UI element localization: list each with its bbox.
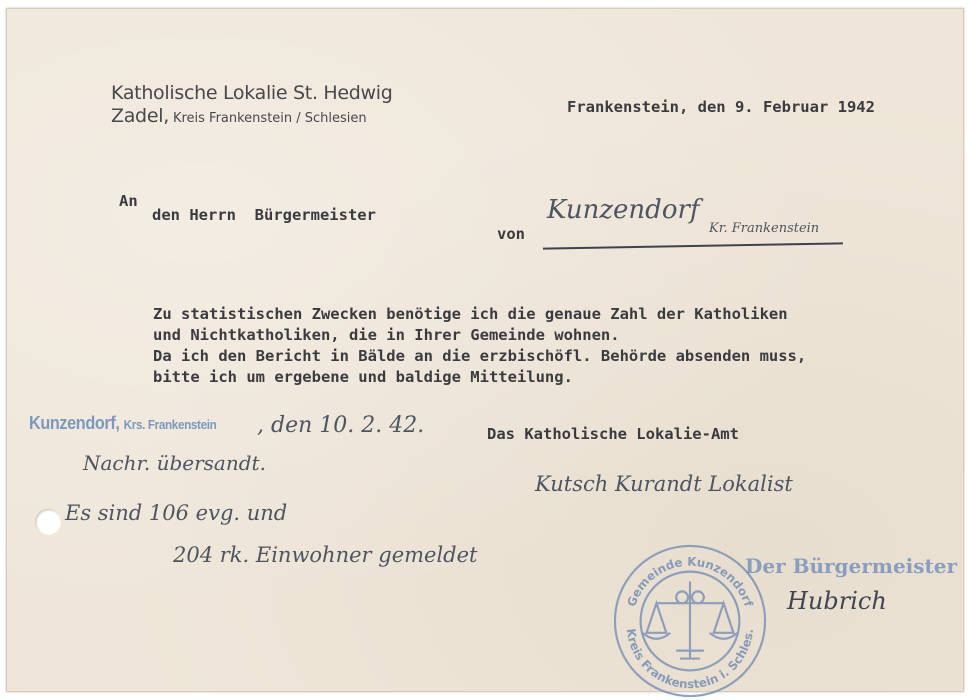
mayor-signature: Hubrich <box>787 587 887 615</box>
place-stamp-district: Krs. Frankenstein <box>123 417 217 432</box>
place-stamp <box>29 413 216 434</box>
letter-paper <box>6 8 964 692</box>
signature-underline <box>543 242 843 249</box>
handwritten-note-line3: 204 rk. Einwohner gemeldet <box>173 543 478 567</box>
date-line: Frankenstein, den 9. Februar 1942 <box>567 98 875 116</box>
letterhead-title: Katholische Lokalie St. Hedwig <box>111 82 393 104</box>
closing-line: Das Katholische Lokalie-Amt <box>487 425 739 443</box>
handwritten-district: Kr. Frankenstein <box>709 221 820 236</box>
municipal-seal-icon <box>611 542 769 700</box>
letterhead <box>111 81 393 130</box>
letter-body: Zu statistischen Zwecken benötige ich die genaue Zahl der Katholiken und Nichtkatholiken, die in Ihrer Gemeinde wohnen. Da ich den Bericht in Bälde an die erzbischöfl. Behörde absenden muss, bitte ich um ergebene und baldige Mitteilung. <box>153 305 807 386</box>
punch-hole <box>35 509 61 535</box>
seal-top-text: Gemeinde Kunzendorf <box>624 554 756 609</box>
lokalie-signature: Kutsch Kurandt Lokalist <box>535 472 793 496</box>
mayor-stamp: Der Bürgermeister <box>745 554 958 578</box>
letterhead-district: Kreis Frankenstein / Schlesien <box>172 111 367 126</box>
seal-bottom-text: Kreis Frankenstein i. Schles. <box>623 627 757 692</box>
place-stamp-main: Kunzendorf, <box>29 413 120 433</box>
handwritten-place: Kunzendorf <box>547 195 700 225</box>
letterhead-address <box>111 105 393 130</box>
handwritten-note-line1: Nachr. übersandt. <box>83 451 266 475</box>
recipient-line: den Herrn Bürgermeister <box>152 206 376 224</box>
salutation-an: An <box>119 192 138 210</box>
letterhead-place: Zadel, <box>111 105 169 127</box>
handwritten-date: , den 10. 2. 42. <box>257 413 425 438</box>
salutation-von: von <box>497 225 525 243</box>
handwritten-note-line2: Es sind 106 evg. und <box>65 501 288 525</box>
